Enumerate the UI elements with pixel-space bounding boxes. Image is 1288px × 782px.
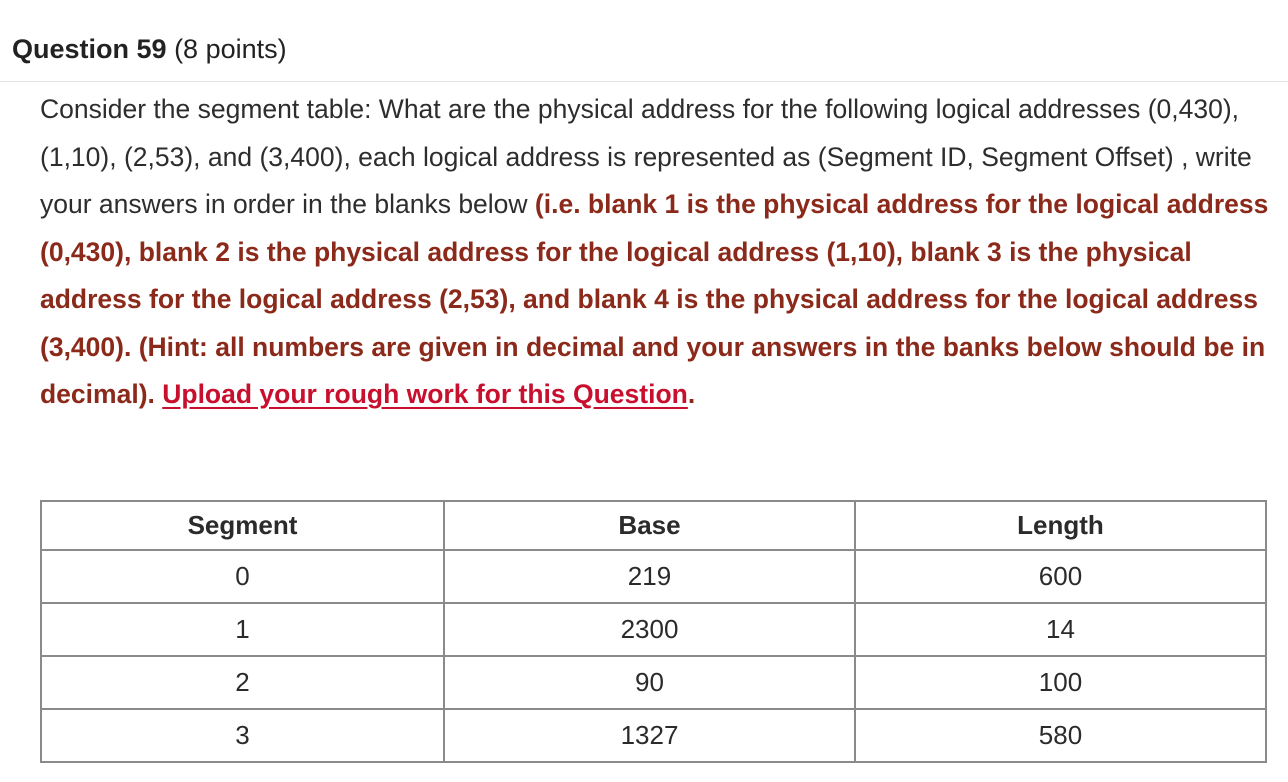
table-header-row (41, 501, 1266, 550)
base-cell: 1327 (444, 709, 855, 762)
column-header-length: Length (855, 501, 1266, 550)
prompt-instructions: (i.e. blank 1 is the physical address for the logical address (0,430), blank 2 is the physical address for the logical address (1,10), blank 3 is the physical address for the logical address (2,53), and blank 4 is the physical address for the logical address (3,400). (Hint: all numbers are given in decimal and your answers in the banks below should be in decimal). (40, 189, 1269, 409)
segment-table (40, 500, 1267, 763)
table-row (41, 709, 1266, 762)
question-points: (8 points) (174, 34, 287, 64)
segment-cell: 3 (41, 709, 444, 762)
upload-rough-work-link[interactable]: Upload your rough work for this Question (162, 379, 688, 409)
prompt-period: . (687, 379, 696, 409)
prompt-text: Consider the segment table: What are the physical address for the following logical addresses (0,430), (1,10), (2,53), and (3,400), each logical address is represented as (Segment ID, Segment Offset) , write your answers in order in the blanks below (40, 94, 1252, 219)
column-header-segment: Segment (41, 501, 444, 550)
table-row (41, 656, 1266, 709)
segment-table-container (40, 500, 1265, 763)
length-cell: 14 (855, 603, 1266, 656)
question-number: Question 59 (12, 34, 167, 64)
base-cell: 219 (444, 550, 855, 603)
length-cell: 600 (855, 550, 1266, 603)
question-header (0, 0, 1288, 82)
table-row (41, 550, 1266, 603)
segment-cell: 2 (41, 656, 444, 709)
length-cell: 580 (855, 709, 1266, 762)
question-prompt (40, 86, 1270, 419)
base-cell: 90 (444, 656, 855, 709)
column-header-base: Base (444, 501, 855, 550)
table-row (41, 603, 1266, 656)
base-cell: 2300 (444, 603, 855, 656)
segment-cell: 0 (41, 550, 444, 603)
segment-cell: 1 (41, 603, 444, 656)
length-cell: 100 (855, 656, 1266, 709)
question-title (12, 32, 287, 66)
